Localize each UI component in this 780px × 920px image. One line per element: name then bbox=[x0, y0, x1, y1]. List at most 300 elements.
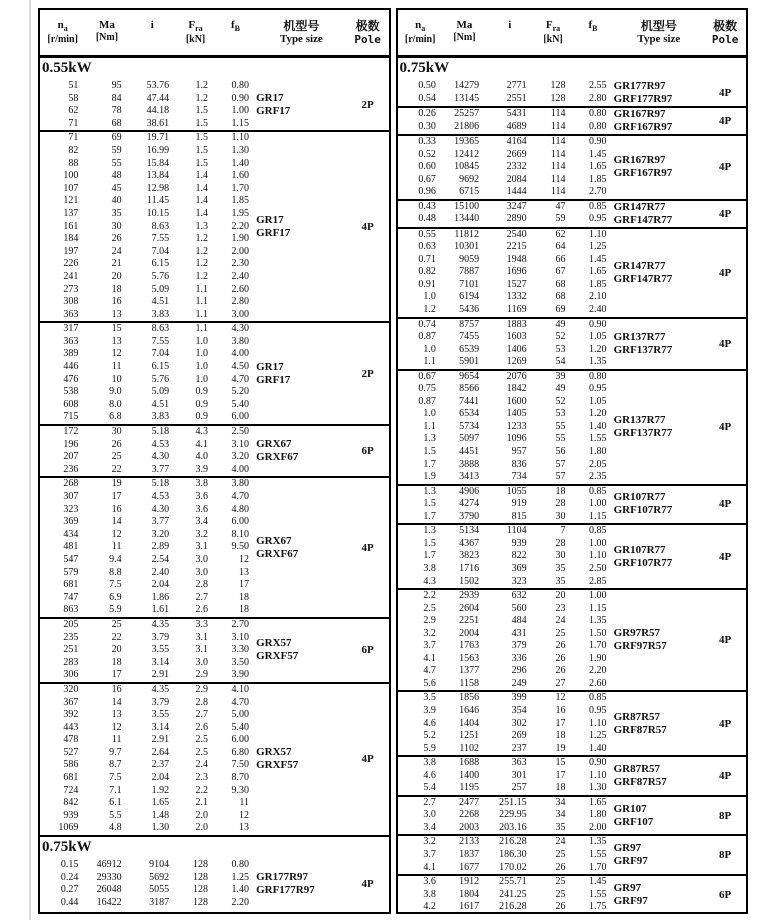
cell-i: 44.18 bbox=[146, 105, 170, 117]
cell-fb: 6.80 bbox=[231, 746, 250, 758]
rating-section bbox=[398, 227, 747, 317]
cell-i: 19.71 bbox=[146, 132, 170, 144]
cell-i: 186.30 bbox=[499, 848, 527, 860]
cell-na: 0.52 bbox=[418, 148, 436, 160]
cell-ma: 24 bbox=[111, 245, 122, 257]
table-row bbox=[40, 208, 256, 221]
cell-ma: 18 bbox=[111, 656, 122, 668]
cell-i: 16.99 bbox=[146, 144, 170, 156]
cell-ma: 7887 bbox=[459, 266, 480, 278]
cell-fb: 1.90 bbox=[231, 233, 250, 245]
table-row bbox=[40, 785, 256, 798]
type-size-labels bbox=[614, 486, 705, 524]
cell-ma: 6539 bbox=[459, 343, 480, 355]
header-label-type: 机型号 bbox=[283, 18, 320, 33]
cell-i: 15.84 bbox=[146, 157, 170, 169]
cell-i: 3.77 bbox=[151, 463, 170, 475]
cell-fra: 35 bbox=[555, 575, 566, 587]
pole-label: 4P bbox=[718, 161, 732, 174]
section-rows bbox=[398, 229, 614, 317]
cell-i: 2.91 bbox=[151, 734, 170, 746]
cell-ma: 11 bbox=[111, 541, 122, 553]
cell-fb: 4.80 bbox=[231, 503, 250, 515]
cell-na: 1.0 bbox=[423, 291, 436, 303]
cell-fra: 39 bbox=[555, 370, 566, 382]
table-row bbox=[40, 80, 256, 93]
table-row bbox=[40, 516, 256, 529]
cell-fra: 114 bbox=[550, 136, 566, 147]
cell-fb: 0.80 bbox=[231, 80, 250, 91]
cell-fb: 1.00 bbox=[231, 105, 250, 117]
table-row bbox=[398, 653, 614, 666]
cell-i: 2.91 bbox=[151, 669, 170, 681]
table-row bbox=[40, 669, 256, 682]
cell-na: 205 bbox=[63, 618, 79, 630]
cell-fra: 26 bbox=[555, 640, 566, 652]
cell-ma: 4.8 bbox=[109, 822, 122, 834]
table-row bbox=[398, 576, 614, 589]
table-row bbox=[398, 291, 614, 304]
section-rows bbox=[398, 797, 614, 835]
type-size: GR107 bbox=[613, 802, 647, 815]
table-row bbox=[398, 743, 614, 756]
cell-i: 4.53 bbox=[151, 438, 170, 450]
cell-fra: 66 bbox=[555, 253, 566, 265]
cell-ma: 14279 bbox=[454, 80, 480, 91]
cell-fb: 17 bbox=[239, 579, 250, 591]
table-row bbox=[40, 797, 256, 810]
type-size: GR107R77 bbox=[613, 491, 666, 504]
table-row bbox=[40, 374, 256, 387]
type-size-labels bbox=[256, 80, 347, 130]
cell-fra: 128 bbox=[192, 896, 208, 908]
cell-na: 3.9 bbox=[423, 704, 436, 716]
header-label-na: $n_a$ bbox=[57, 19, 68, 34]
cell-fb: 1.35 bbox=[589, 356, 607, 368]
section-rows bbox=[398, 590, 614, 690]
rating-section bbox=[398, 834, 747, 874]
cell-na: 1.5 bbox=[423, 537, 436, 549]
cell-ma: 16422 bbox=[96, 896, 122, 908]
type-size-labels bbox=[256, 619, 347, 682]
header-numeric-columns bbox=[40, 19, 256, 46]
cell-ma: 1400 bbox=[459, 769, 480, 781]
cell-ma: 11 bbox=[111, 734, 122, 746]
cell-ma: 13145 bbox=[454, 92, 480, 104]
table-row bbox=[40, 772, 256, 785]
cell-i: 216.28 bbox=[499, 901, 527, 912]
header-col-type bbox=[614, 19, 705, 47]
cell-fb: 2.80 bbox=[231, 296, 250, 308]
header-col-type bbox=[256, 19, 347, 47]
type-size: GRX67 bbox=[256, 438, 292, 451]
type-size-labels bbox=[256, 684, 347, 835]
cell-fra: 2.3 bbox=[195, 772, 208, 784]
section-rows bbox=[398, 136, 614, 199]
cell-i: 8.63 bbox=[151, 220, 170, 232]
cell-i: 2.04 bbox=[151, 772, 170, 784]
cell-i: 237 bbox=[511, 742, 527, 754]
table-row bbox=[398, 186, 614, 199]
cell-ma: 15100 bbox=[454, 200, 480, 212]
cell-i: 369 bbox=[511, 562, 527, 574]
cell-na: 4.6 bbox=[423, 769, 436, 781]
header-col-na bbox=[398, 19, 443, 46]
cell-fra: 3.9 bbox=[195, 463, 208, 475]
cell-i: 4164 bbox=[506, 136, 527, 147]
cell-ma: 1646 bbox=[459, 704, 480, 716]
cell-i: 1.86 bbox=[151, 591, 170, 603]
cell-fb: 2.70 bbox=[231, 618, 250, 630]
table-row bbox=[40, 554, 256, 567]
cell-fb: 1.10 bbox=[589, 769, 607, 781]
cell-na: 3.0 bbox=[423, 809, 436, 821]
section-rows bbox=[40, 619, 256, 682]
cell-fra: 114 bbox=[550, 173, 566, 185]
cell-fb: 1.10 bbox=[231, 132, 250, 144]
cell-na: 389 bbox=[63, 348, 79, 360]
cell-ma: 46912 bbox=[96, 859, 122, 871]
type-size-labels bbox=[256, 859, 347, 909]
cell-ma: 1251 bbox=[459, 730, 480, 742]
section-rows bbox=[40, 80, 256, 130]
cell-i: 2215 bbox=[506, 241, 527, 253]
cell-na: 1.0 bbox=[423, 343, 436, 355]
cell-i: 632 bbox=[511, 590, 527, 602]
type-size-labels bbox=[614, 590, 705, 690]
cell-na: 5.2 bbox=[423, 730, 436, 742]
cell-fra: 17 bbox=[555, 717, 566, 729]
table-row bbox=[40, 884, 256, 897]
cell-na: 863 bbox=[63, 604, 79, 616]
header-col-fra bbox=[534, 19, 573, 46]
table-row bbox=[40, 411, 256, 424]
table-row bbox=[40, 93, 256, 106]
header-unit-fra: [kN] bbox=[543, 33, 563, 45]
table-row bbox=[398, 108, 614, 121]
cell-i: 5.18 bbox=[151, 426, 170, 438]
cell-ma: 1856 bbox=[459, 692, 480, 704]
cell-i: 229.95 bbox=[499, 809, 527, 821]
pole-label: 4P bbox=[718, 769, 732, 782]
cell-na: 273 bbox=[63, 283, 79, 295]
table-row bbox=[40, 567, 256, 580]
pole-label: 4P bbox=[361, 753, 374, 766]
cell-fb: 2.00 bbox=[589, 821, 607, 833]
cell-ma: 5.5 bbox=[109, 809, 122, 821]
cell-na: 161 bbox=[63, 220, 79, 232]
cell-ma: 17 bbox=[111, 669, 122, 681]
cell-i: 4.51 bbox=[151, 296, 170, 308]
cell-ma: 9.0 bbox=[109, 386, 122, 398]
cell-na: 137 bbox=[63, 207, 79, 219]
cell-i: 1948 bbox=[506, 253, 527, 265]
cell-na: 1.1 bbox=[423, 356, 436, 368]
table-row bbox=[398, 590, 614, 603]
type-size: GRF17 bbox=[256, 226, 291, 239]
cell-ma: 1677 bbox=[459, 861, 480, 873]
cell-na: 842 bbox=[63, 797, 79, 809]
cell-na: 3.4 bbox=[423, 821, 436, 833]
table-row bbox=[40, 296, 256, 309]
table-row bbox=[398, 229, 614, 242]
cell-na: 3.7 bbox=[423, 848, 436, 860]
cell-i: 296 bbox=[511, 665, 527, 677]
cell-i: 5431 bbox=[506, 108, 527, 119]
cell-fb: 1.40 bbox=[589, 742, 607, 754]
rating-section bbox=[398, 369, 747, 484]
header-unit-pole: Pole bbox=[354, 33, 381, 47]
cell-i: 5.09 bbox=[151, 386, 170, 398]
cell-ma: 20 bbox=[111, 644, 122, 656]
cell-fb: 0.90 bbox=[589, 136, 607, 147]
header-unit-ma: [Nm] bbox=[95, 32, 119, 44]
cell-na: 1.3 bbox=[423, 485, 436, 497]
cell-fb: 2.20 bbox=[231, 220, 250, 232]
section-rows bbox=[40, 478, 256, 617]
cell-fb: 1.65 bbox=[589, 266, 607, 278]
cell-fb: 3.10 bbox=[231, 438, 250, 450]
cell-fb: 1.40 bbox=[231, 157, 250, 169]
cell-fb: 1.60 bbox=[231, 170, 250, 182]
cell-na: 0.27 bbox=[60, 884, 79, 896]
rating-section bbox=[398, 80, 747, 106]
cell-fb: 1.70 bbox=[231, 182, 250, 194]
cell-na: 58 bbox=[68, 92, 79, 104]
cell-i: 4.53 bbox=[151, 491, 170, 502]
cell-fra: 7 bbox=[560, 525, 566, 537]
cell-fra: 68 bbox=[555, 291, 566, 303]
type-size: GR167R97 bbox=[613, 108, 666, 120]
cell-ma: 1404 bbox=[459, 717, 480, 729]
table-row bbox=[398, 550, 614, 563]
cell-fb: 2.40 bbox=[589, 304, 607, 316]
cell-fra: 2.9 bbox=[195, 669, 208, 681]
cell-i: 1269 bbox=[506, 356, 527, 368]
table-row bbox=[398, 136, 614, 149]
cell-fra: 53 bbox=[555, 343, 566, 355]
cell-fb: 1.25 bbox=[589, 241, 607, 253]
type-size: GR17 bbox=[256, 92, 284, 105]
cell-ma: 6.1 bbox=[109, 797, 122, 809]
cell-na: 0.74 bbox=[418, 318, 436, 330]
cell-na: 1.3 bbox=[423, 433, 436, 445]
cell-fra: 28 bbox=[555, 498, 566, 510]
cell-fb: 3.80 bbox=[231, 478, 250, 490]
cell-fra: 0.9 bbox=[195, 411, 208, 423]
cell-i: 5692 bbox=[149, 871, 170, 883]
cell-ma: 59 bbox=[111, 144, 122, 156]
table-row bbox=[398, 304, 614, 317]
pole-label: 4P bbox=[361, 220, 374, 233]
cell-fb: 3.00 bbox=[231, 308, 250, 320]
header-label-fb: $f_B$ bbox=[231, 19, 241, 34]
cell-ma: 22 bbox=[111, 631, 122, 643]
pole-label: 4P bbox=[718, 717, 732, 730]
cell-na: 196 bbox=[63, 438, 79, 450]
cell-i: 1405 bbox=[506, 408, 527, 420]
cell-i: 5.18 bbox=[151, 478, 170, 490]
cell-na: 0.82 bbox=[418, 266, 436, 278]
cell-ma: 4906 bbox=[459, 485, 480, 497]
table-row bbox=[40, 657, 256, 670]
cell-na: 0.67 bbox=[418, 370, 436, 382]
cell-fb: 1.70 bbox=[589, 861, 607, 873]
rating-section bbox=[40, 617, 389, 682]
cell-fb: 0.90 bbox=[589, 318, 607, 330]
cell-i: 1169 bbox=[506, 304, 527, 316]
cell-fb: 0.85 bbox=[589, 525, 607, 537]
cell-i: 53.76 bbox=[146, 80, 170, 91]
table-row bbox=[398, 213, 614, 226]
table-row bbox=[40, 810, 256, 823]
cell-fb: 1.20 bbox=[589, 343, 607, 355]
cell-fra: 1.2 bbox=[195, 80, 208, 91]
cell-na: 1.9 bbox=[423, 471, 436, 483]
cell-fra: 57 bbox=[555, 458, 566, 470]
cell-ma: 9.7 bbox=[109, 746, 122, 758]
type-size: GR97 bbox=[613, 842, 642, 855]
cell-fra: 25 bbox=[555, 627, 566, 639]
rating-section bbox=[40, 130, 389, 321]
cell-fb: 4.30 bbox=[231, 323, 250, 335]
cell-na: 5.9 bbox=[423, 742, 436, 754]
cell-fb: 12 bbox=[239, 553, 250, 565]
header-numeric-columns bbox=[398, 19, 614, 46]
cell-i: 2551 bbox=[506, 92, 527, 104]
type-size: GR17 bbox=[256, 213, 284, 226]
cell-i: 3.55 bbox=[151, 644, 170, 656]
cell-ma: 2251 bbox=[459, 615, 480, 627]
cell-na: 0.71 bbox=[418, 253, 436, 265]
type-size: GR137R77 bbox=[613, 414, 666, 427]
type-size-labels bbox=[256, 132, 347, 321]
cell-i: 2076 bbox=[506, 370, 527, 382]
cell-ma: 25 bbox=[111, 451, 122, 463]
type-size: GR107R77 bbox=[613, 543, 666, 556]
cell-fb: 4.00 bbox=[231, 463, 250, 475]
cell-fb: 1.05 bbox=[589, 395, 607, 407]
cell-fb: 13 bbox=[239, 822, 250, 834]
cell-fra: 1.4 bbox=[195, 195, 208, 207]
cell-ma: 12412 bbox=[454, 148, 480, 160]
cell-fra: 3.1 bbox=[195, 541, 208, 553]
pole-label: 2P bbox=[361, 367, 374, 380]
cell-na: 3.8 bbox=[423, 888, 436, 900]
cell-fb: 1.00 bbox=[589, 537, 607, 549]
table-row bbox=[40, 348, 256, 361]
cell-ma: 8.8 bbox=[109, 566, 122, 578]
cell-na: 172 bbox=[63, 426, 79, 438]
table-row bbox=[398, 161, 614, 174]
section-rows bbox=[398, 757, 614, 795]
cell-ma: 5.9 bbox=[109, 604, 122, 616]
cell-i: 734 bbox=[511, 471, 527, 483]
cell-fra: 68 bbox=[555, 278, 566, 290]
table-row bbox=[398, 770, 614, 783]
pole-label: 6P bbox=[718, 888, 732, 901]
cell-fb: 0.80 bbox=[589, 108, 607, 119]
cell-fb: 1.10 bbox=[589, 228, 607, 240]
type-size: GRF177R97 bbox=[613, 93, 673, 105]
cell-na: 478 bbox=[63, 734, 79, 746]
cell-i: 822 bbox=[511, 550, 527, 562]
cell-fra: 1.0 bbox=[195, 373, 208, 385]
cell-fra: 35 bbox=[555, 562, 566, 574]
type-size-labels bbox=[614, 797, 705, 835]
table-row bbox=[398, 615, 614, 628]
type-size-labels bbox=[614, 836, 705, 874]
cell-fb: 1.80 bbox=[589, 809, 607, 821]
table-row bbox=[40, 859, 256, 872]
cell-fra: 18 bbox=[555, 485, 566, 497]
cell-i: 2890 bbox=[506, 213, 527, 225]
cell-i: 3.20 bbox=[151, 528, 170, 540]
cell-na: 320 bbox=[63, 683, 79, 695]
section-rows bbox=[398, 108, 614, 134]
type-size-labels bbox=[614, 876, 705, 912]
cell-fra: 2.2 bbox=[195, 784, 208, 796]
cell-fb: 2.35 bbox=[589, 471, 607, 483]
cell-fb: 1.70 bbox=[589, 640, 607, 652]
cell-fb: 2.85 bbox=[589, 575, 607, 587]
cell-fb: 1.25 bbox=[589, 730, 607, 742]
cell-i: 170.02 bbox=[499, 861, 527, 873]
table-row bbox=[398, 356, 614, 369]
type-size: GRF97 bbox=[613, 894, 648, 907]
cell-na: 446 bbox=[63, 361, 79, 373]
type-size: GR137R77 bbox=[613, 330, 666, 343]
cell-i: 431 bbox=[511, 627, 527, 639]
table-row bbox=[40, 170, 256, 183]
type-size: GRF107R77 bbox=[613, 556, 673, 569]
cell-na: 4.7 bbox=[423, 665, 436, 677]
cell-na: 82 bbox=[68, 144, 79, 156]
table-row bbox=[398, 511, 614, 524]
cell-na: 323 bbox=[63, 503, 79, 515]
cell-fra: 2.0 bbox=[195, 809, 208, 821]
cell-fb: 3.20 bbox=[231, 451, 250, 463]
cell-i: 3.83 bbox=[151, 308, 170, 320]
type-size: GRXF57 bbox=[256, 759, 299, 772]
table-row bbox=[398, 459, 614, 472]
cell-i: 47.44 bbox=[146, 92, 170, 104]
cell-fra: 52 bbox=[555, 395, 566, 407]
table-row bbox=[40, 105, 256, 118]
table-row bbox=[40, 221, 256, 234]
cell-fb: 1.95 bbox=[231, 207, 250, 219]
type-size: GR167R97 bbox=[613, 154, 666, 167]
cell-ma: 55 bbox=[111, 157, 122, 169]
cell-na: 392 bbox=[63, 709, 79, 721]
table-row bbox=[398, 421, 614, 434]
cell-fra: 12 bbox=[555, 692, 566, 704]
cell-ma: 8.7 bbox=[109, 759, 122, 771]
type-size-labels bbox=[614, 757, 705, 795]
type-size-labels bbox=[256, 426, 347, 476]
cell-ma: 13 bbox=[111, 308, 122, 320]
header-label-pole: 极数 bbox=[713, 18, 738, 33]
cell-fb: 3.90 bbox=[231, 669, 250, 681]
table-row bbox=[398, 692, 614, 705]
cell-ma: 1763 bbox=[459, 640, 480, 652]
cell-fra: 114 bbox=[550, 148, 566, 160]
cell-na: 62 bbox=[68, 105, 79, 117]
type-size: GR177R97 bbox=[256, 871, 309, 884]
cell-fra: 2.8 bbox=[195, 579, 208, 591]
cell-i: 2.40 bbox=[151, 566, 170, 578]
cell-fra: 1.3 bbox=[195, 220, 208, 232]
